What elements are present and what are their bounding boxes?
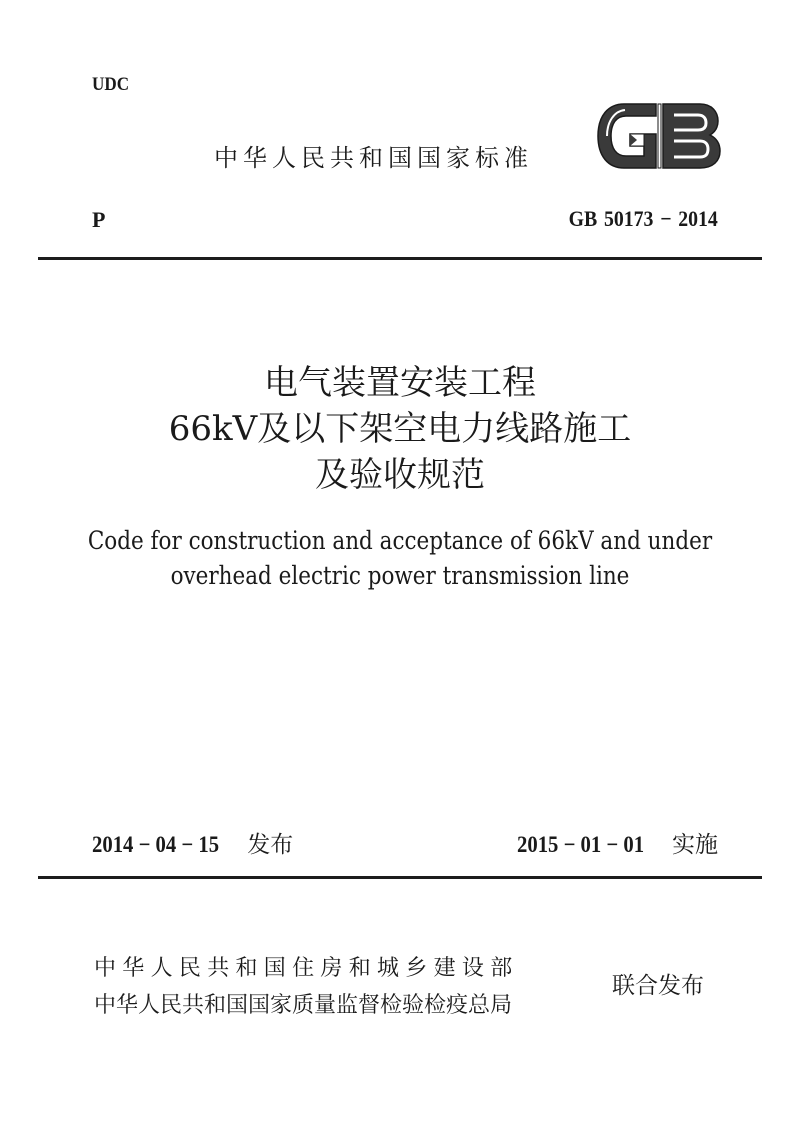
implementation-date-block <box>517 826 718 859</box>
udc-label: UDC <box>92 74 130 95</box>
release-date: 2014 − 04 − 15 <box>92 832 220 857</box>
english-title-line-2: overhead electric power transmission line <box>170 561 630 590</box>
national-standard-label: 中华人民共和国国家标准 <box>214 144 533 172</box>
implementation-label: 实施 <box>672 832 718 858</box>
title-line-1: 电气装置安装工程 <box>264 363 536 403</box>
chinese-title <box>0 360 800 498</box>
implementation-date: 2015 − 01 − 01 <box>516 832 644 857</box>
classification-code: P <box>92 207 106 232</box>
release-date-block <box>92 826 293 859</box>
bottom-divider <box>38 876 762 879</box>
gb-logo-icon <box>594 100 724 172</box>
issuers <box>94 950 519 1024</box>
title-line-3: 及验收规范 <box>315 455 485 495</box>
english-title <box>0 523 800 593</box>
standard-number: GB 50173 − 2014 <box>568 206 718 231</box>
joint-release-label: 联合发布 <box>612 973 704 999</box>
english-title-line-1: Code for construction and acceptance of 66kV and under <box>87 526 713 555</box>
release-label: 发布 <box>247 832 294 858</box>
issuer-aqsiq: 中华人民共和国国家质量监督检验检疫总局 <box>94 993 513 1018</box>
top-divider <box>38 257 762 260</box>
title-line-2: 66kV及以下架空电力线路施工 <box>168 409 632 449</box>
issuer-ministry-housing: 中华人民共和国住房和城乡建设部 <box>94 956 519 981</box>
